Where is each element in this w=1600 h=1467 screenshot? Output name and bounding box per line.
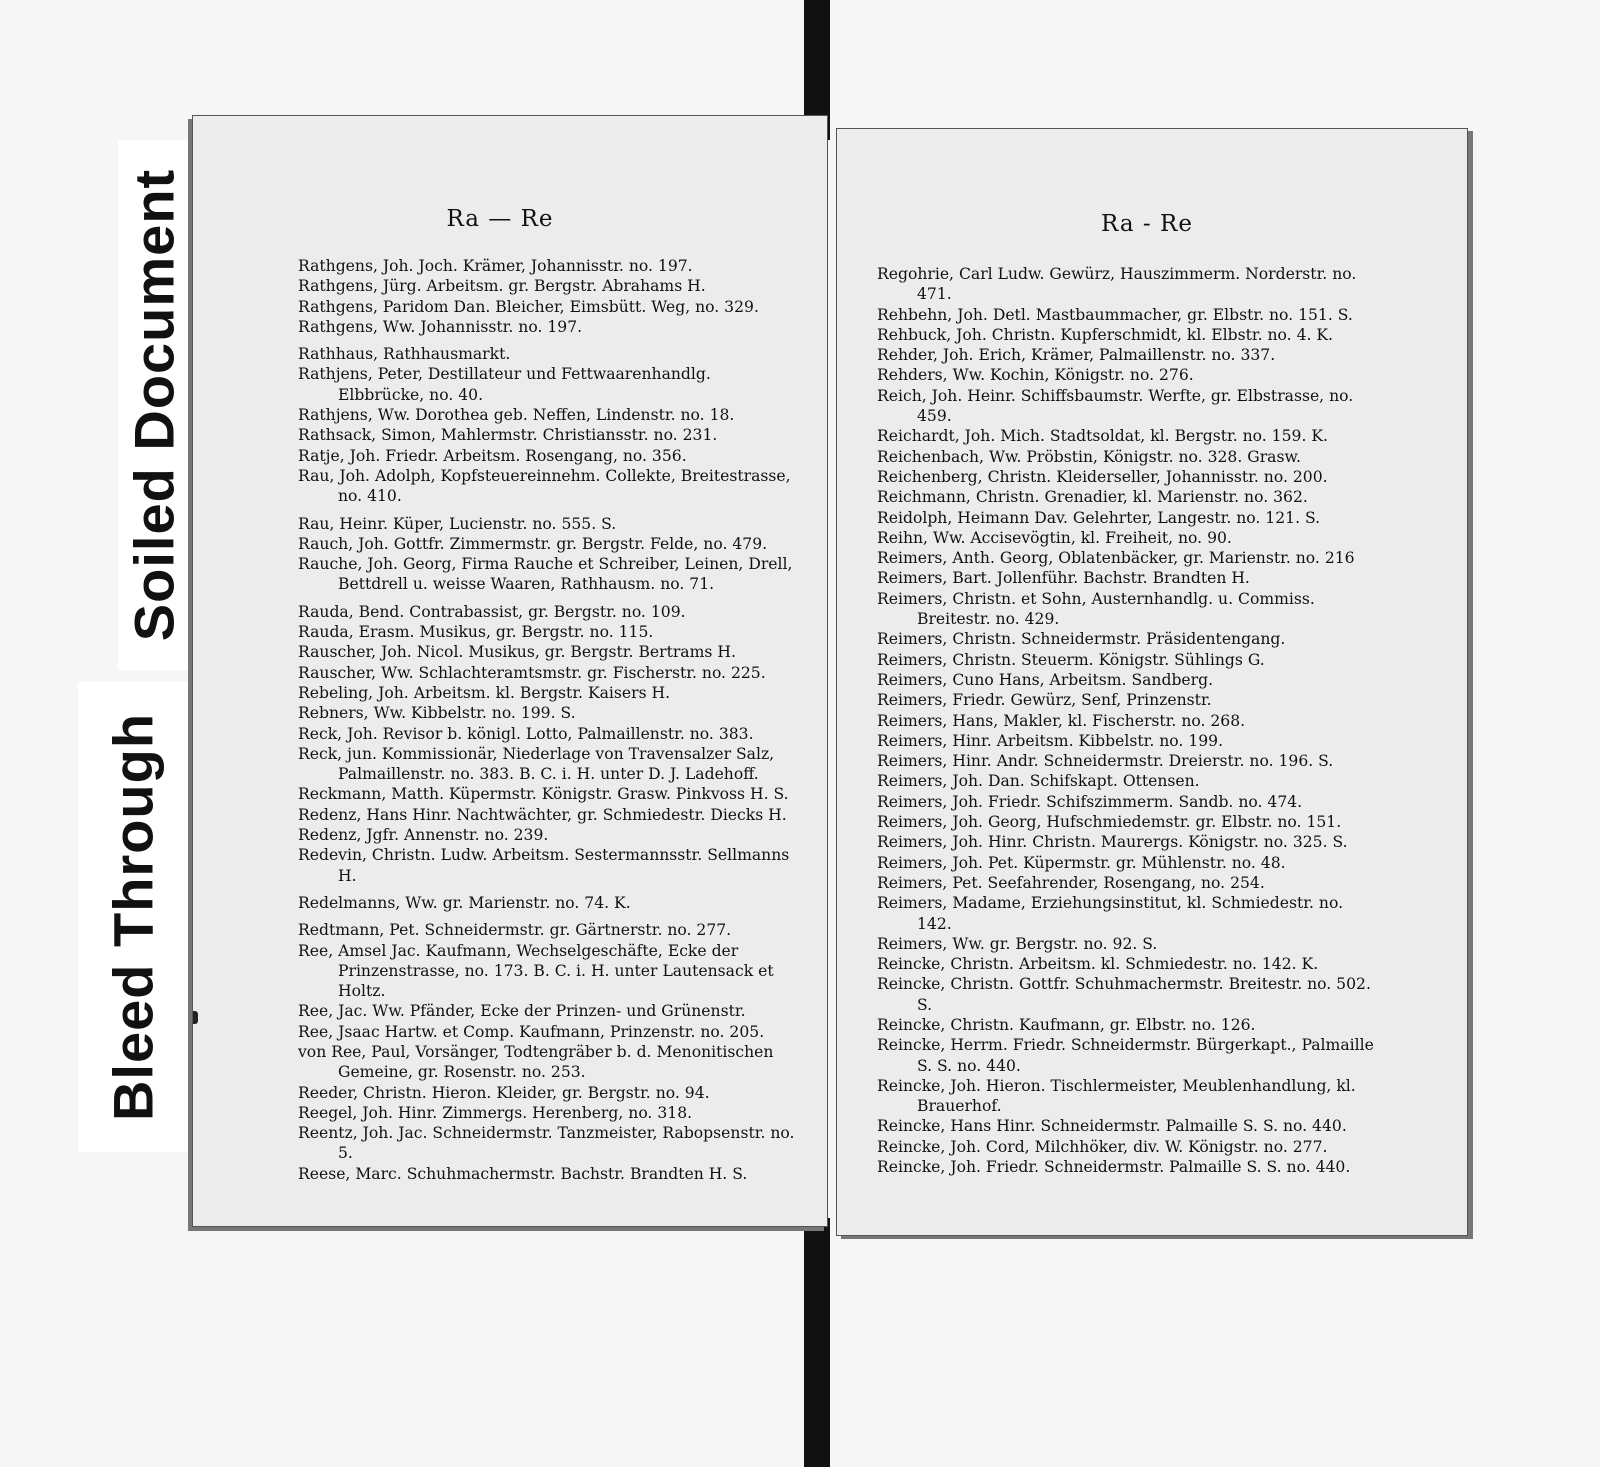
directory-entry: Rathgens, Jürg. Arbeitsm. gr. Bergstr. Abrahams H. bbox=[298, 277, 706, 296]
directory-entry: Ree, Amsel Jac. Kaufmann, Wechselgeschäfte, Ecke der Prinzenstrasse, no. 173. B. C. i. H. unter Lautensack et Holtz. bbox=[298, 941, 774, 1001]
directory-entry: Redtmann, Pet. Schneidermstr. gr. Gärtnerstr. no. 277. bbox=[298, 921, 732, 940]
directory-entry: Reegel, Joh. Hinr. Zimmergs. Herenberg, no. 318. bbox=[298, 1103, 693, 1122]
directory-entry: Rauscher, Ww. Schlachteramtsmstr. gr. Fischerstr. no. 225. bbox=[298, 663, 766, 682]
bleed-through-text: Bleed Through bbox=[101, 712, 165, 1122]
directory-entry: Regohrie, Carl Ludw. Gewürz, Hauszimmerm. Norderstr. no. 471. bbox=[877, 265, 1357, 304]
directory-entry: Rathsack, Simon, Mahlermstr. Christiansstr. no. 231. bbox=[298, 426, 718, 445]
directory-entry: Ree, Jac. Ww. Pfänder, Ecke der Prinzen- und Grünenstr. bbox=[298, 1002, 746, 1021]
right-page bbox=[836, 128, 1468, 1236]
directory-entry: Reimers, Joh. Hinr. Christn. Maurergs. Königstr. no. 325. S. bbox=[877, 833, 1348, 852]
directory-entry: Reichenbach, Ww. Pröbstin, Königstr. no. 328. Grasw. bbox=[877, 447, 1301, 466]
directory-entry: von Ree, Paul, Vorsänger, Todtengräber b. d. Menonitischen Gemeine, gr. Rosenstr. no. 253. bbox=[298, 1042, 774, 1082]
directory-entry: Reeder, Christn. Hieron. Kleider, gr. Bergstr. no. 94. bbox=[298, 1083, 710, 1102]
directory-entry: Rau, Heinr. Küper, Lucienstr. no. 555. S. bbox=[298, 514, 617, 533]
directory-entry: Reincke, Christn. Gottfr. Schuhmachermstr. Breitestr. no. 502. S. bbox=[877, 975, 1371, 1014]
directory-entry: Reich, Joh. Heinr. Schiffsbaumstr. Werfte, gr. Elbstrasse, no. 459. bbox=[877, 386, 1354, 426]
directory-entry: Reincke, Joh. Hieron. Tischlermeister, Meublenhandlung, kl. Brauerhof. bbox=[877, 1076, 1356, 1116]
directory-entry: Reimers, Christn. Schneidermstr. Präsidentengang. bbox=[877, 630, 1286, 649]
directory-entry: Rehbehn, Joh. Detl. Mastbaummacher, gr. Elbstr. no. 151. S. bbox=[877, 305, 1353, 324]
directory-entry: Reimers, Hinr. Andr. Schneidermstr. Dreierstr. no. 196. S. bbox=[877, 752, 1334, 771]
directory-entry: Reimers, Hans, Makler, kl. Fischerstr. no. 268. bbox=[877, 711, 1246, 730]
directory-entry: Rathgens, Joh. Joch. Krämer, Johannisstr. no. 197. bbox=[298, 257, 693, 275]
directory-entry: Rathjens, Ww. Dorothea geb. Neffen, Lindenstr. no. 18. bbox=[298, 406, 735, 425]
right-entry-list bbox=[877, 264, 1377, 1177]
directory-entry: Reichmann, Christn. Grenadier, kl. Marienstr. no. 362. bbox=[877, 488, 1308, 507]
directory-entry: Reihn, Ww. Accisevögtin, kl. Freiheit, no. 90. bbox=[877, 528, 1232, 547]
bleed-through-label bbox=[78, 682, 188, 1152]
directory-entry: Reimers, Joh. Dan. Schifskapt. Ottensen. bbox=[877, 772, 1200, 791]
directory-entry: Reidolph, Heimann Dav. Gelehrter, Langestr. no. 121. S. bbox=[877, 508, 1321, 527]
directory-entry: Rauda, Erasm. Musikus, gr. Bergstr. no. 115. bbox=[298, 623, 654, 642]
directory-entry: Reincke, Christn. Arbeitsm. kl. Schmiedestr. no. 142. K. bbox=[877, 955, 1319, 974]
directory-entry: Rehders, Ww. Kochin, Königstr. no. 276. bbox=[877, 366, 1194, 385]
directory-entry: Redelmanns, Ww. gr. Marienstr. no. 74. K. bbox=[298, 893, 631, 912]
directory-entry: Rebeling, Joh. Arbeitsm. kl. Bergstr. Kaisers H. bbox=[298, 683, 671, 702]
directory-entry: Rehder, Joh. Erich, Krämer, Palmaillenstr. no. 337. bbox=[877, 346, 1276, 365]
directory-entry: Reck, Joh. Revisor b. königl. Lotto, Palmaillenstr. no. 383. bbox=[298, 724, 754, 743]
directory-entry: Reentz, Joh. Jac. Schneidermstr. Tanzmeister, Rabopsenstr. no. 5. bbox=[298, 1124, 795, 1163]
directory-entry: Reimers, Cuno Hans, Arbeitsm. Sandberg. bbox=[877, 670, 1214, 689]
directory-entry: Rathgens, Ww. Johannisstr. no. 197. bbox=[298, 317, 583, 336]
directory-entry: Reckmann, Matth. Küpermstr. Königstr. Grasw. Pinkvoss H. S. bbox=[298, 785, 789, 804]
directory-entry: Rauda, Bend. Contrabassist, gr. Bergstr. no. 109. bbox=[298, 602, 686, 621]
directory-entry: Reimers, Christn. et Sohn, Austernhandlg. u. Commiss. Breitestr. no. 429. bbox=[877, 589, 1315, 629]
directory-entry: Reichenberg, Christn. Kleiderseller, Johannisstr. no. 200. bbox=[877, 467, 1328, 486]
directory-entry: Reincke, Joh. Friedr. Schneidermstr. Palmaille S. S. no. 440. bbox=[877, 1158, 1351, 1177]
directory-entry: Reimers, Pet. Seefahrender, Rosengang, no. 254. bbox=[877, 873, 1265, 892]
right-running-head: Ra - Re bbox=[1101, 211, 1193, 237]
directory-entry: Reincke, Christn. Kaufmann, gr. Elbstr. no. 126. bbox=[877, 1015, 1256, 1034]
left-page bbox=[192, 115, 828, 1227]
left-entry-list bbox=[298, 256, 798, 1184]
directory-entry: Redenz, Hans Hinr. Nachtwächter, gr. Schmiedestr. Diecks H. bbox=[298, 805, 787, 824]
binding-hole-mark bbox=[192, 1011, 198, 1024]
directory-entry: Reimers, Bart. Jollenführ. Bachstr. Brandten H. bbox=[877, 569, 1250, 588]
directory-entry: Reimers, Ww. gr. Bergstr. no. 92. S. bbox=[877, 934, 1158, 953]
directory-entry: Rau, Joh. Adolph, Kopfsteuereinnehm. Collekte, Breitestrasse, no. 410. bbox=[298, 466, 791, 506]
directory-entry: Rebners, Ww. Kibbelstr. no. 199. S. bbox=[298, 704, 576, 723]
directory-entry: Rathjens, Peter, Destillateur und Fettwaarenhandlg. Elbbrücke, no. 40. bbox=[298, 365, 711, 404]
left-running-head: Ra — Re bbox=[446, 206, 554, 232]
directory-entry: Rauscher, Joh. Nicol. Musikus, gr. Bergstr. Bertrams H. bbox=[298, 643, 736, 662]
directory-entry: Reichardt, Joh. Mich. Stadtsoldat, kl. Bergstr. no. 159. K. bbox=[877, 427, 1328, 446]
directory-entry: Rauche, Joh. Georg, Firma Rauche et Schreiber, Leinen, Drell, Bettdrell u. weisse Waaren, Rathhausm. no. 71. bbox=[298, 555, 793, 594]
directory-entry: Reese, Marc. Schuhmachermstr. Bachstr. Brandten H. S. bbox=[298, 1164, 748, 1183]
directory-entry: Reincke, Joh. Cord, Milchhöker, div. W. Königstr. no. 277. bbox=[877, 1137, 1328, 1156]
binding-strip-bottom bbox=[804, 1218, 830, 1467]
directory-entry: Reincke, Herrm. Friedr. Schneidermstr. Bürgerkapt., Palmaille S. S. no. 440. bbox=[877, 1036, 1374, 1075]
directory-entry: Ree, Jsaac Hartw. et Comp. Kaufmann, Prinzenstr. no. 205. bbox=[298, 1022, 765, 1041]
directory-entry: Reincke, Hans Hinr. Schneidermstr. Palmaille S. S. no. 440. bbox=[877, 1117, 1347, 1136]
directory-entry: Reimers, Christn. Steuerm. Königstr. Sühlings G. bbox=[877, 650, 1265, 669]
directory-entry: Rauch, Joh. Gottfr. Zimmermstr. gr. Bergstr. Felde, no. 479. bbox=[298, 534, 768, 553]
directory-entry: Reimers, Hinr. Arbeitsm. Kibbelstr. no. 199. bbox=[877, 731, 1224, 750]
directory-entry: Ratje, Joh. Friedr. Arbeitsm. Rosengang, no. 356. bbox=[298, 446, 687, 465]
directory-entry: Reimers, Joh. Pet. Küpermstr. gr. Mühlenstr. no. 48. bbox=[877, 853, 1286, 872]
directory-entry: Reimers, Joh. Georg, Hufschmiedemstr. gr. Elbstr. no. 151. bbox=[877, 813, 1342, 832]
directory-entry: Reck, jun. Kommissionär, Niederlage von Travensalzer Salz, Palmaillenstr. no. 383. B. C. i. H. unter D. J. Ladehoff. bbox=[298, 744, 775, 784]
directory-entry: Rathhaus, Rathhausmarkt. bbox=[298, 345, 511, 364]
directory-entry: Redenz, Jgfr. Annenstr. no. 239. bbox=[298, 826, 549, 845]
directory-entry: Rehbuck, Joh. Christn. Kupferschmidt, kl. Elbstr. no. 4. K. bbox=[877, 325, 1334, 344]
soiled-document-label bbox=[118, 140, 190, 670]
directory-entry: Reimers, Anth. Georg, Oblatenbäcker, gr. Marienstr. no. 216 bbox=[877, 549, 1355, 568]
directory-entry: Rathgens, Paridom Dan. Bleicher, Eimsbütt. Weg, no. 329. bbox=[298, 297, 759, 316]
directory-entry: Reimers, Friedr. Gewürz, Senf, Prinzenstr. bbox=[877, 691, 1212, 710]
directory-entry: Reimers, Madame, Erziehungsinstitut, kl. Schmiedestr. no. 142. bbox=[877, 894, 1344, 933]
soiled-document-text: Soiled Document bbox=[122, 168, 186, 642]
directory-entry: Redevin, Christn. Ludw. Arbeitsm. Sestermannsstr. Sellmanns H. bbox=[298, 846, 790, 885]
directory-entry: Reimers, Joh. Friedr. Schifszimmerm. Sandb. no. 474. bbox=[877, 792, 1303, 811]
